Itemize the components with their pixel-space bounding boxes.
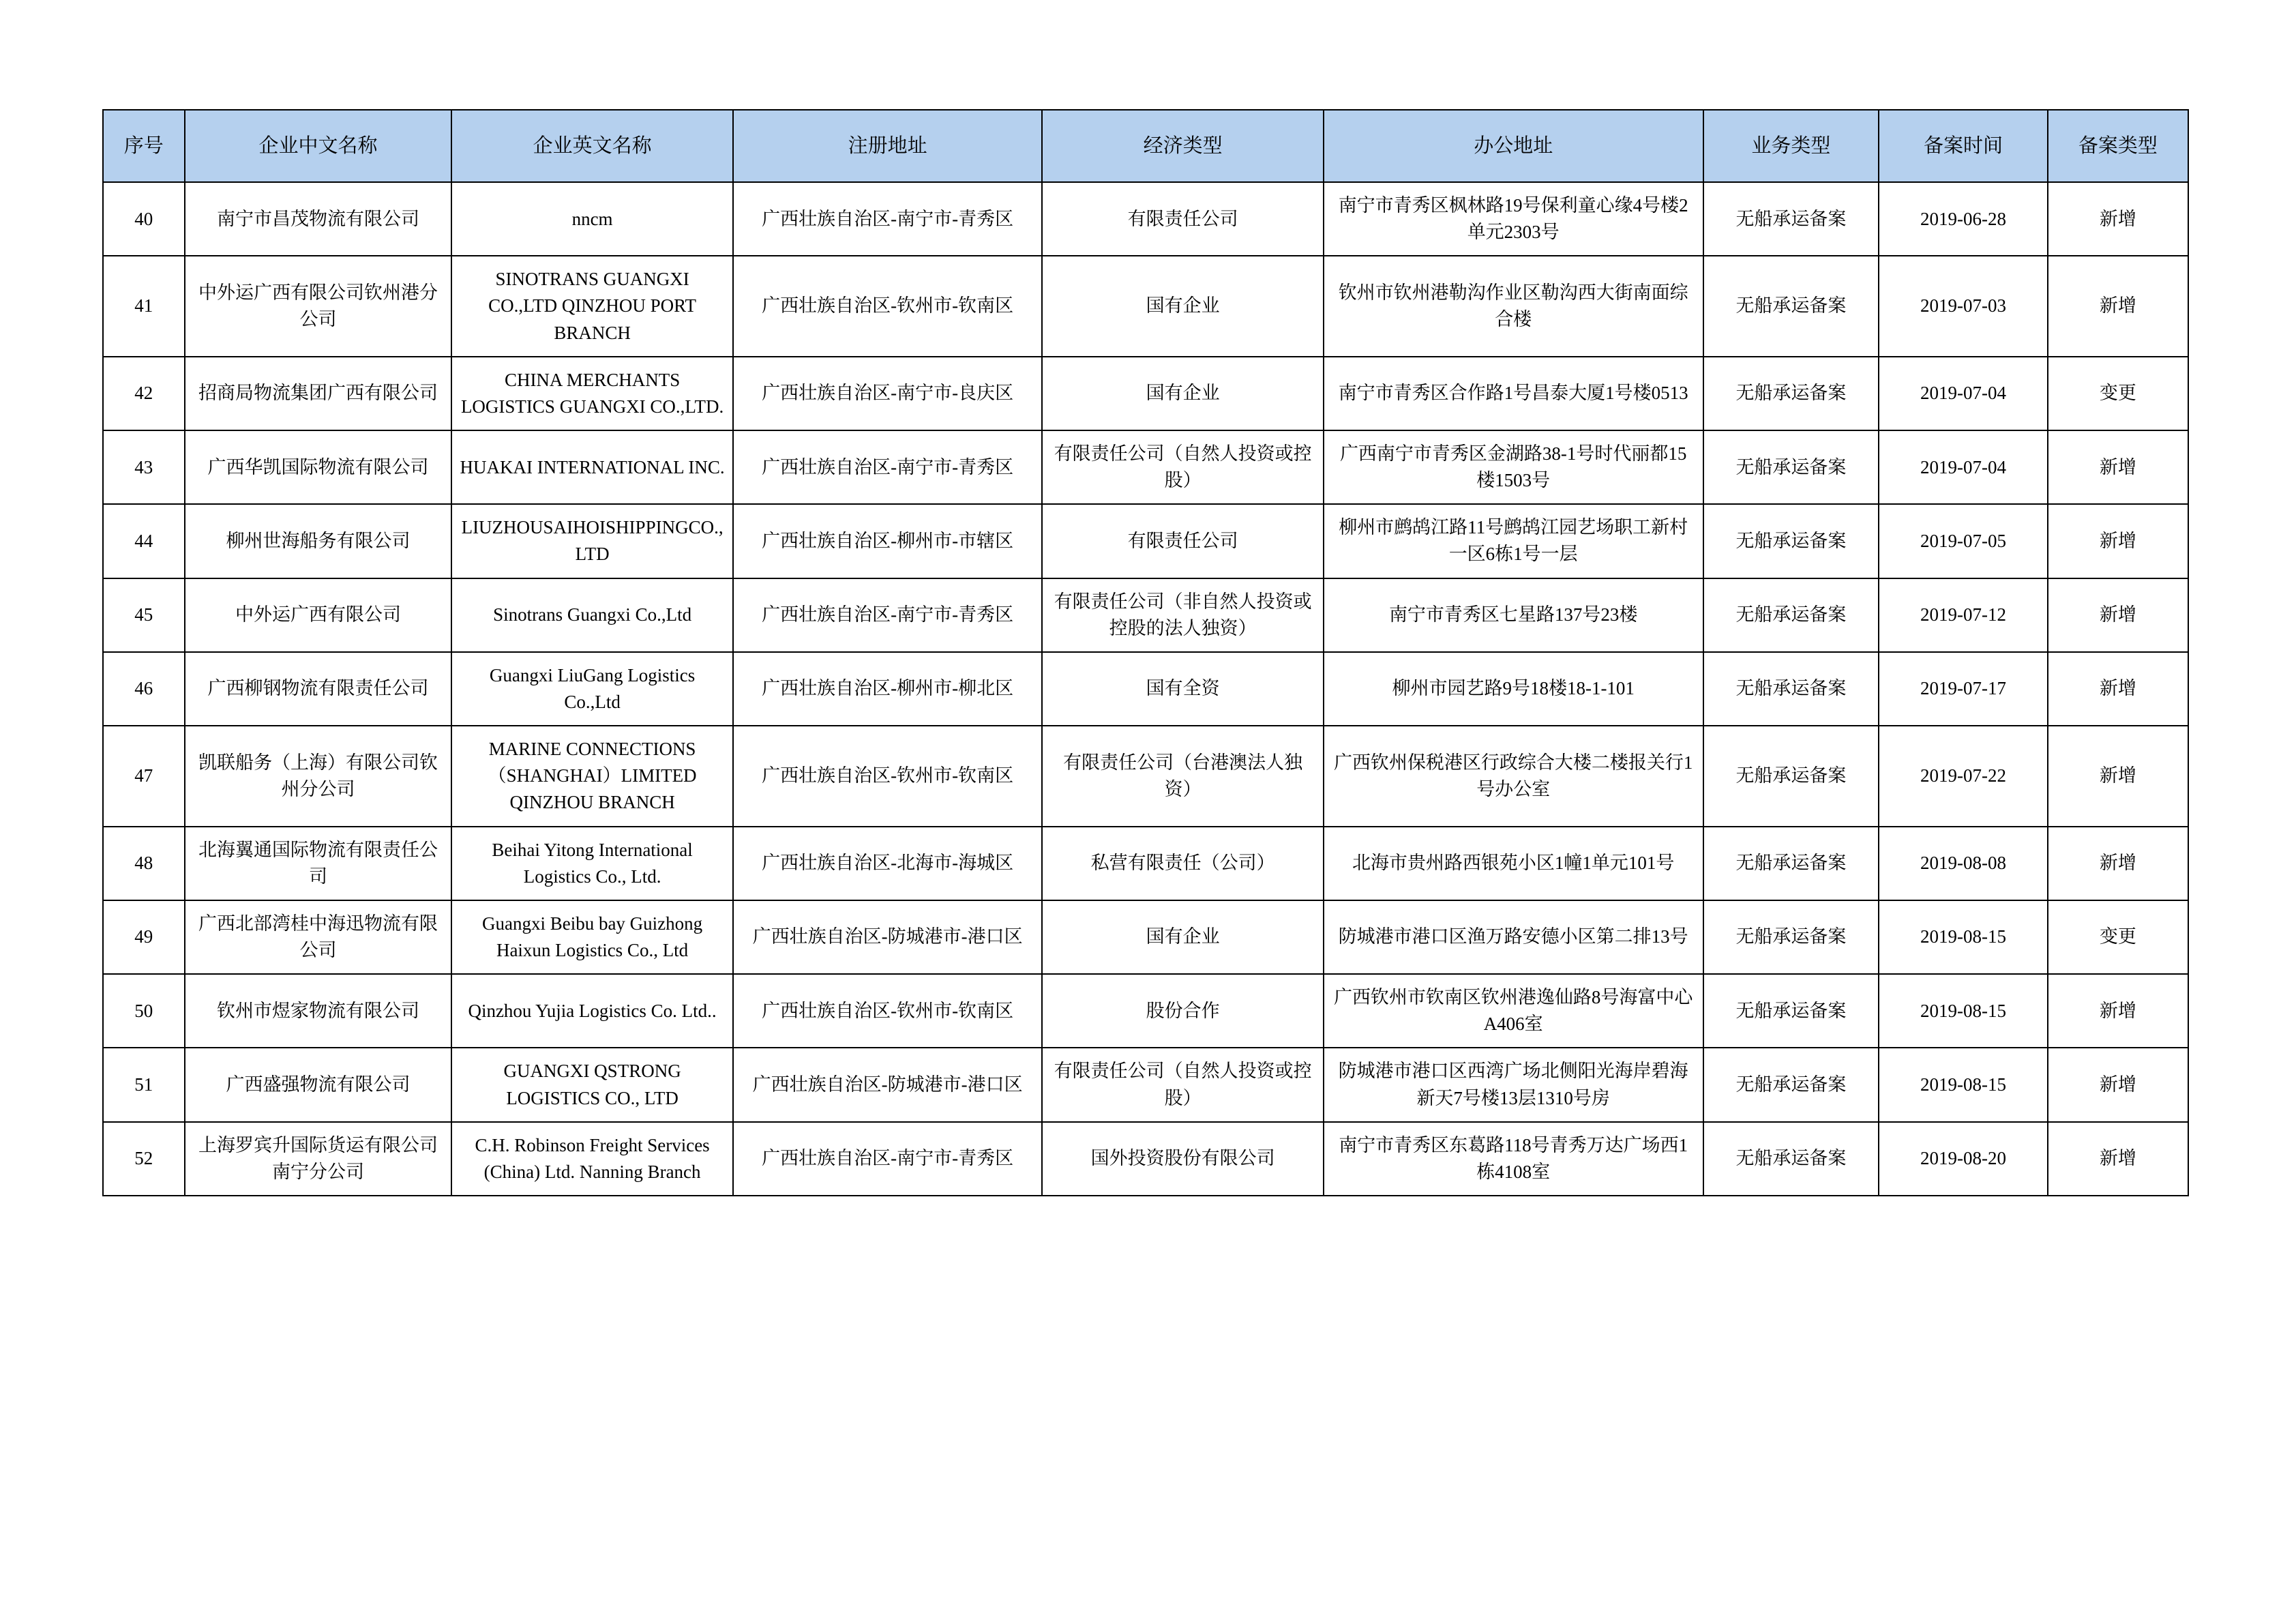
table-row	[103, 430, 2188, 504]
cell-office-address: 柳州市园艺路9号18楼18-1-101	[1324, 652, 1703, 726]
cell-economic-type: 有限责任公司（自然人投资或控股）	[1042, 430, 1323, 504]
cell-record-type: 新增	[2048, 1122, 2188, 1196]
column-header-economic-type: 经济类型	[1042, 110, 1323, 182]
cell-company-cn-name: 北海翼通国际物流有限责任公司	[185, 827, 452, 900]
cell-registered-address: 广西壮族自治区-钦州市-钦南区	[733, 256, 1043, 356]
cell-company-en-name: CHINA MERCHANTS LOGISTICS GUANGXI CO.,LTD.	[451, 357, 732, 430]
cell-registered-address: 广西壮族自治区-柳州市-柳北区	[733, 652, 1043, 726]
cell-index: 40	[103, 182, 185, 256]
cell-business-type: 无船承运备案	[1703, 182, 1879, 256]
table-row	[103, 652, 2188, 726]
column-header-record-date: 备案时间	[1879, 110, 2047, 182]
column-header-index: 序号	[103, 110, 185, 182]
cell-record-date: 2019-07-22	[1879, 726, 2047, 826]
cell-office-address: 北海市贵州路西银苑小区1幢1单元101号	[1324, 827, 1703, 900]
cell-company-cn-name: 上海罗宾升国际货运有限公司南宁分公司	[185, 1122, 452, 1196]
cell-company-cn-name: 钦州市煜家物流有限公司	[185, 974, 452, 1048]
cell-office-address: 南宁市青秀区合作路1号昌泰大厦1号楼0513	[1324, 357, 1703, 430]
cell-office-address: 柳州市鹧鸪江路11号鹧鸪江园艺场职工新村一区6栋1号一层	[1324, 504, 1703, 578]
table-row	[103, 974, 2188, 1048]
cell-company-en-name: Guangxi Beibu bay Guizhong Haixun Logistics Co., Ltd	[451, 900, 732, 974]
cell-company-cn-name: 柳州世海船务有限公司	[185, 504, 452, 578]
cell-record-type: 新增	[2048, 1048, 2188, 1121]
cell-company-en-name: Beihai Yitong International Logistics Co., Ltd.	[451, 827, 732, 900]
cell-business-type: 无船承运备案	[1703, 726, 1879, 826]
cell-registered-address: 广西壮族自治区-南宁市-青秀区	[733, 430, 1043, 504]
cell-company-en-name: SINOTRANS GUANGXI CO.,LTD QINZHOU PORT BRANCH	[451, 256, 732, 356]
column-header-business-type: 业务类型	[1703, 110, 1879, 182]
cell-record-type: 新增	[2048, 726, 2188, 826]
cell-record-type: 新增	[2048, 430, 2188, 504]
cell-office-address: 南宁市青秀区枫林路19号保利童心缘4号楼2单元2303号	[1324, 182, 1703, 256]
cell-company-en-name: C.H. Robinson Freight Services (China) Ltd. Nanning Branch	[451, 1122, 732, 1196]
cell-company-en-name: MARINE CONNECTIONS（SHANGHAI）LIMITED QINZHOU BRANCH	[451, 726, 732, 826]
cell-index: 41	[103, 256, 185, 356]
cell-business-type: 无船承运备案	[1703, 357, 1879, 430]
cell-company-en-name: Sinotrans Guangxi Co.,Ltd	[451, 578, 732, 652]
cell-company-en-name: LIUZHOUSAIHOISHIPPINGCO.,LTD	[451, 504, 732, 578]
cell-business-type: 无船承运备案	[1703, 504, 1879, 578]
table-body	[103, 182, 2188, 1196]
cell-index: 48	[103, 827, 185, 900]
cell-index: 44	[103, 504, 185, 578]
cell-company-en-name: GUANGXI QSTRONG LOGISTICS CO., LTD	[451, 1048, 732, 1121]
cell-company-cn-name: 广西柳钢物流有限责任公司	[185, 652, 452, 726]
column-header-record-type: 备案类型	[2048, 110, 2188, 182]
cell-company-en-name: Qinzhou Yujia Logistics Co. Ltd..	[451, 974, 732, 1048]
cell-record-date: 2019-07-05	[1879, 504, 2047, 578]
cell-record-date: 2019-07-04	[1879, 430, 2047, 504]
cell-economic-type: 有限责任公司（非自然人投资或控股的法人独资）	[1042, 578, 1323, 652]
cell-business-type: 无船承运备案	[1703, 256, 1879, 356]
cell-registered-address: 广西壮族自治区-南宁市-青秀区	[733, 578, 1043, 652]
cell-business-type: 无船承运备案	[1703, 1048, 1879, 1121]
cell-economic-type: 国有企业	[1042, 256, 1323, 356]
cell-index: 50	[103, 974, 185, 1048]
cell-registered-address: 广西壮族自治区-钦州市-钦南区	[733, 726, 1043, 826]
cell-economic-type: 国有企业	[1042, 357, 1323, 430]
cell-office-address: 钦州市钦州港勒沟作业区勒沟西大街南面综合楼	[1324, 256, 1703, 356]
cell-record-type: 变更	[2048, 900, 2188, 974]
cell-index: 52	[103, 1122, 185, 1196]
cell-economic-type: 国外投资股份有限公司	[1042, 1122, 1323, 1196]
cell-record-type: 新增	[2048, 974, 2188, 1048]
table-row	[103, 357, 2188, 430]
cell-record-type: 新增	[2048, 256, 2188, 356]
cell-business-type: 无船承运备案	[1703, 900, 1879, 974]
cell-business-type: 无船承运备案	[1703, 974, 1879, 1048]
cell-record-date: 2019-07-12	[1879, 578, 2047, 652]
cell-record-type: 新增	[2048, 182, 2188, 256]
table-row	[103, 1122, 2188, 1196]
cell-office-address: 广西南宁市青秀区金湖路38-1号时代丽都15楼1503号	[1324, 430, 1703, 504]
cell-index: 46	[103, 652, 185, 726]
cell-registered-address: 广西壮族自治区-南宁市-青秀区	[733, 182, 1043, 256]
cell-index: 51	[103, 1048, 185, 1121]
table-row	[103, 256, 2188, 356]
cell-record-date: 2019-08-15	[1879, 974, 2047, 1048]
cell-registered-address: 广西壮族自治区-钦州市-钦南区	[733, 974, 1043, 1048]
cell-business-type: 无船承运备案	[1703, 1122, 1879, 1196]
cell-office-address: 广西钦州市钦南区钦州港逸仙路8号海富中心A406室	[1324, 974, 1703, 1048]
cell-economic-type: 有限责任公司（台港澳法人独资）	[1042, 726, 1323, 826]
cell-record-date: 2019-07-03	[1879, 256, 2047, 356]
cell-record-date: 2019-08-20	[1879, 1122, 2047, 1196]
cell-company-cn-name: 广西华凯国际物流有限公司	[185, 430, 452, 504]
cell-economic-type: 有限责任公司	[1042, 504, 1323, 578]
cell-company-cn-name: 招商局物流集团广西有限公司	[185, 357, 452, 430]
cell-office-address: 南宁市青秀区七星路137号23楼	[1324, 578, 1703, 652]
cell-index: 43	[103, 430, 185, 504]
cell-business-type: 无船承运备案	[1703, 578, 1879, 652]
cell-economic-type: 国有全资	[1042, 652, 1323, 726]
cell-company-cn-name: 南宁市昌茂物流有限公司	[185, 182, 452, 256]
table-row	[103, 827, 2188, 900]
cell-registered-address: 广西壮族自治区-柳州市-市辖区	[733, 504, 1043, 578]
cell-record-date: 2019-06-28	[1879, 182, 2047, 256]
cell-office-address: 防城港市港口区渔万路安德小区第二排13号	[1324, 900, 1703, 974]
cell-company-cn-name: 中外运广西有限公司钦州港分公司	[185, 256, 452, 356]
cell-index: 45	[103, 578, 185, 652]
cell-business-type: 无船承运备案	[1703, 430, 1879, 504]
cell-office-address: 防城港市港口区西湾广场北侧阳光海岸碧海新天7号楼13层1310号房	[1324, 1048, 1703, 1121]
cell-economic-type: 有限责任公司	[1042, 182, 1323, 256]
cell-registered-address: 广西壮族自治区-南宁市-青秀区	[733, 1122, 1043, 1196]
cell-business-type: 无船承运备案	[1703, 827, 1879, 900]
cell-record-type: 新增	[2048, 578, 2188, 652]
cell-index: 47	[103, 726, 185, 826]
cell-index: 42	[103, 357, 185, 430]
table-row	[103, 182, 2188, 256]
cell-company-cn-name: 中外运广西有限公司	[185, 578, 452, 652]
cell-registered-address: 广西壮族自治区-南宁市-良庆区	[733, 357, 1043, 430]
cell-index: 49	[103, 900, 185, 974]
table-row	[103, 726, 2188, 826]
cell-record-type: 变更	[2048, 357, 2188, 430]
column-header-cn-name: 企业中文名称	[185, 110, 452, 182]
cell-record-date: 2019-07-17	[1879, 652, 2047, 726]
nvocc-record-table	[102, 109, 2189, 1196]
column-header-office-address: 办公地址	[1324, 110, 1703, 182]
cell-record-date: 2019-08-15	[1879, 1048, 2047, 1121]
cell-registered-address: 广西壮族自治区-防城港市-港口区	[733, 900, 1043, 974]
table-header-row	[103, 110, 2188, 182]
cell-economic-type: 股份合作	[1042, 974, 1323, 1048]
cell-economic-type: 有限责任公司（自然人投资或控股）	[1042, 1048, 1323, 1121]
cell-company-cn-name: 凯联船务（上海）有限公司钦州分公司	[185, 726, 452, 826]
cell-economic-type: 国有企业	[1042, 900, 1323, 974]
cell-office-address: 南宁市青秀区东葛路118号青秀万达广场西1栋4108室	[1324, 1122, 1703, 1196]
cell-company-cn-name: 广西盛强物流有限公司	[185, 1048, 452, 1121]
cell-registered-address: 广西壮族自治区-北海市-海城区	[733, 827, 1043, 900]
cell-record-type: 新增	[2048, 504, 2188, 578]
cell-company-en-name: Guangxi LiuGang Logistics Co.,Ltd	[451, 652, 732, 726]
table-row	[103, 504, 2188, 578]
cell-economic-type: 私营有限责任（公司）	[1042, 827, 1323, 900]
cell-record-date: 2019-08-15	[1879, 900, 2047, 974]
cell-registered-address: 广西壮族自治区-防城港市-港口区	[733, 1048, 1043, 1121]
column-header-reg-address: 注册地址	[733, 110, 1043, 182]
table-row	[103, 578, 2188, 652]
cell-business-type: 无船承运备案	[1703, 652, 1879, 726]
cell-company-en-name: nncm	[451, 182, 732, 256]
table-row	[103, 1048, 2188, 1121]
cell-record-date: 2019-08-08	[1879, 827, 2047, 900]
cell-company-en-name: HUAKAI INTERNATIONAL INC.	[451, 430, 732, 504]
column-header-en-name: 企业英文名称	[451, 110, 732, 182]
cell-record-type: 新增	[2048, 652, 2188, 726]
cell-office-address: 广西钦州保税港区行政综合大楼二楼报关行1号办公室	[1324, 726, 1703, 826]
cell-company-cn-name: 广西北部湾桂中海迅物流有限公司	[185, 900, 452, 974]
table-row	[103, 900, 2188, 974]
cell-record-type: 新增	[2048, 827, 2188, 900]
cell-record-date: 2019-07-04	[1879, 357, 2047, 430]
